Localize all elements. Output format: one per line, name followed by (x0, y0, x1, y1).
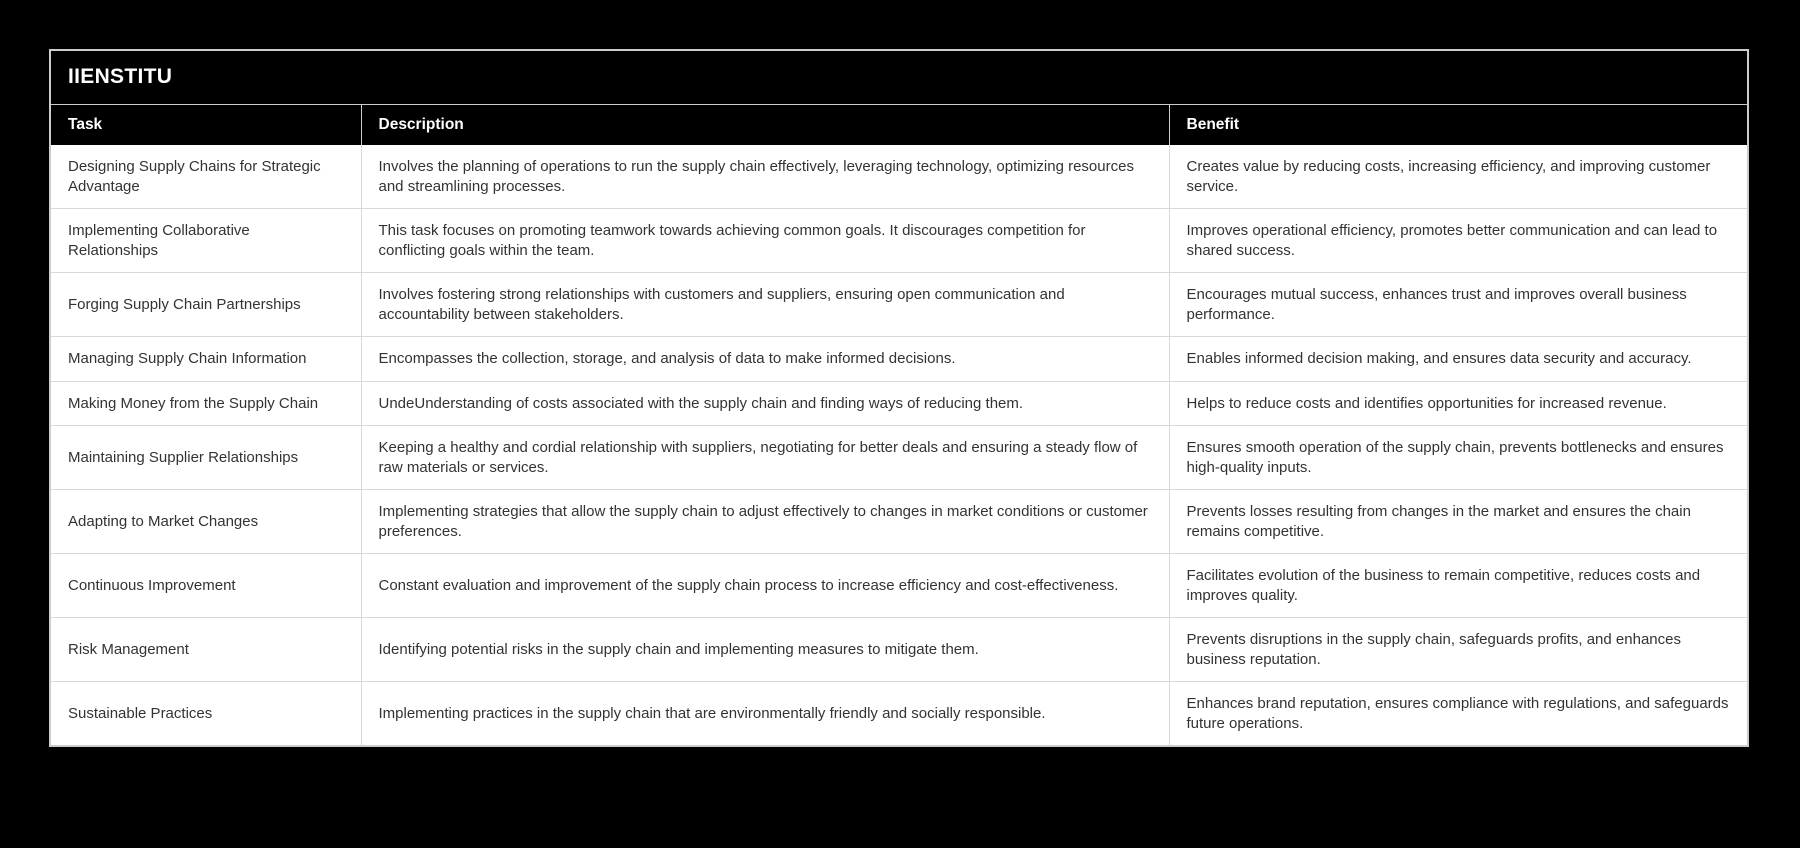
benefit-cell: Prevents disruptions in the supply chain, safeguards profits, and enhances business reputation. (1169, 618, 1747, 682)
header-row (51, 105, 1747, 145)
table-row (51, 273, 1747, 337)
table-row (51, 209, 1747, 273)
supply-chain-table (51, 105, 1747, 745)
table-row (51, 145, 1747, 209)
description-cell: Implementing strategies that allow the supply chain to adjust effectively to changes in market conditions or customer preferences. (361, 490, 1169, 554)
task-cell: Making Money from the Supply Chain (51, 381, 361, 426)
description-cell: Constant evaluation and improvement of the supply chain process to increase efficiency and cost-effectiveness. (361, 554, 1169, 618)
benefit-cell: Facilitates evolution of the business to remain competitive, reduces costs and improves quality. (1169, 554, 1747, 618)
benefit-cell: Creates value by reducing costs, increasing efficiency, and improving customer service. (1169, 145, 1747, 209)
task-cell: Forging Supply Chain Partnerships (51, 273, 361, 337)
table-row (51, 618, 1747, 682)
table-body (51, 145, 1747, 745)
table-row (51, 490, 1747, 554)
task-cell: Risk Management (51, 618, 361, 682)
description-cell: Keeping a healthy and cordial relationship with suppliers, negotiating for better deals and ensuring a steady flow of raw materials or services. (361, 426, 1169, 490)
brand-title: IIENSTITU (51, 51, 1747, 105)
benefit-cell: Improves operational efficiency, promotes better communication and can lead to shared success. (1169, 209, 1747, 273)
task-cell: Sustainable Practices (51, 682, 361, 746)
description-cell: Involves the planning of operations to run the supply chain effectively, leveraging technology, optimizing resources and streamlining processes. (361, 145, 1169, 209)
task-cell: Managing Supply Chain Information (51, 337, 361, 382)
task-cell: Continuous Improvement (51, 554, 361, 618)
description-cell: UndeUnderstanding of costs associated with the supply chain and finding ways of reducing them. (361, 381, 1169, 426)
benefit-cell: Helps to reduce costs and identifies opportunities for increased revenue. (1169, 381, 1747, 426)
description-cell: Identifying potential risks in the supply chain and implementing measures to mitigate them. (361, 618, 1169, 682)
benefit-cell: Encourages mutual success, enhances trust and improves overall business performance. (1169, 273, 1747, 337)
table-row (51, 682, 1747, 746)
benefit-cell: Prevents losses resulting from changes in the market and ensures the chain remains competitive. (1169, 490, 1747, 554)
table-row (51, 337, 1747, 382)
task-cell: Designing Supply Chains for Strategic Advantage (51, 145, 361, 209)
description-cell: Encompasses the collection, storage, and analysis of data to make informed decisions. (361, 337, 1169, 382)
table-row (51, 381, 1747, 426)
task-cell: Implementing Collaborative Relationships (51, 209, 361, 273)
benefit-cell: Enhances brand reputation, ensures compliance with regulations, and safeguards future operations. (1169, 682, 1747, 746)
table-header (51, 105, 1747, 145)
table-row (51, 426, 1747, 490)
column-header-benefit: Benefit (1169, 105, 1747, 145)
description-cell: Involves fostering strong relationships with customers and suppliers, ensuring open communication and accountability between stakeholders. (361, 273, 1169, 337)
description-cell: Implementing practices in the supply chain that are environmentally friendly and socially responsible. (361, 682, 1169, 746)
description-cell: This task focuses on promoting teamwork towards achieving common goals. It discourages competition for conflicting goals within the team. (361, 209, 1169, 273)
table-card (49, 49, 1749, 747)
benefit-cell: Enables informed decision making, and ensures data security and accuracy. (1169, 337, 1747, 382)
table-row (51, 554, 1747, 618)
benefit-cell: Ensures smooth operation of the supply chain, prevents bottlenecks and ensures high-quality inputs. (1169, 426, 1747, 490)
task-cell: Adapting to Market Changes (51, 490, 361, 554)
task-cell: Maintaining Supplier Relationships (51, 426, 361, 490)
column-header-description: Description (361, 105, 1169, 145)
column-header-task: Task (51, 105, 361, 145)
